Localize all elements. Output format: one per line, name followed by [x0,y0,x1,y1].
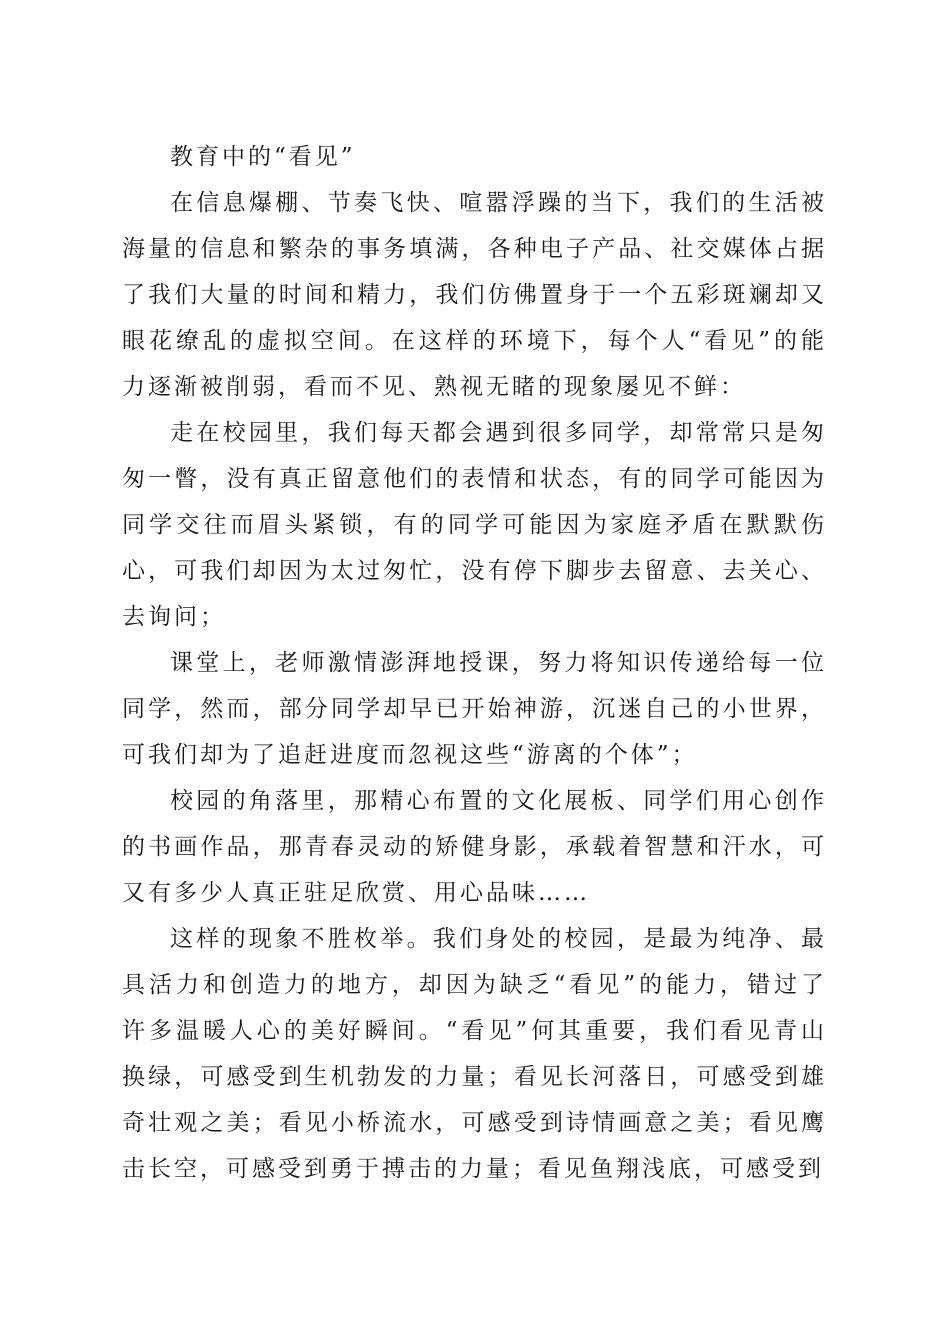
paragraph: 走在校园里，我们每天都会遇到很多同学，却常常只是匆匆一瞥，没有真正留意他们的表情和状态，有的同学可能因为同学交往而眉头紧锁，有的同学可能因为家庭矛盾在默默伤心，可我们却因为太过匆忙，没有停下脚步去留意、去关心、去询问； [122,420,827,630]
document-body [122,134,827,1192]
paragraph: 这样的现象不胜枚举。我们身处的校园，是最为纯净、最具活力和创造力的地方，却因为缺乏“看见”的能力，错过了许多温暖人心的美好瞬间。“看见”何其重要，我们看见青山换绿，可感受到生机勃发的力量；看见长河落日，可感受到雄奇壮观之美；看见小桥流水，可感受到诗情画意之美；看见鹰击长空，可感受到勇于搏击的力量；看见鱼翔浅底，可感受到 [122,926,827,1182]
paragraph: 校园的角落里，那精心布置的文化展板、同学们用心创作的书画作品，那青春灵动的矫健身影，承载着智慧和汗水，可又有多少人真正驻足欣赏、用心品味…… [122,788,827,906]
paragraph: 在信息爆棚、节奏飞快、喧嚣浮躁的当下，我们的生活被海量的信息和繁杂的事务填满，各种电子产品、社交媒体占据了我们大量的时间和精力，我们仿佛置身于一个五彩斑斓却又眼花缭乱的虚拟空间。在这样的环境下，每个人“看见”的能力逐渐被削弱，看而不见、熟视无睹的现象屡见不鲜： [122,190,827,400]
document-title: 教育中的“看见” [170,144,356,170]
paragraph: 课堂上，老师激情澎湃地授课，努力将知识传递给每一位同学，然而，部分同学却早已开始神游，沉迷自己的小世界，可我们却为了追赶进度而忽视这些“游离的个体”； [122,650,827,768]
